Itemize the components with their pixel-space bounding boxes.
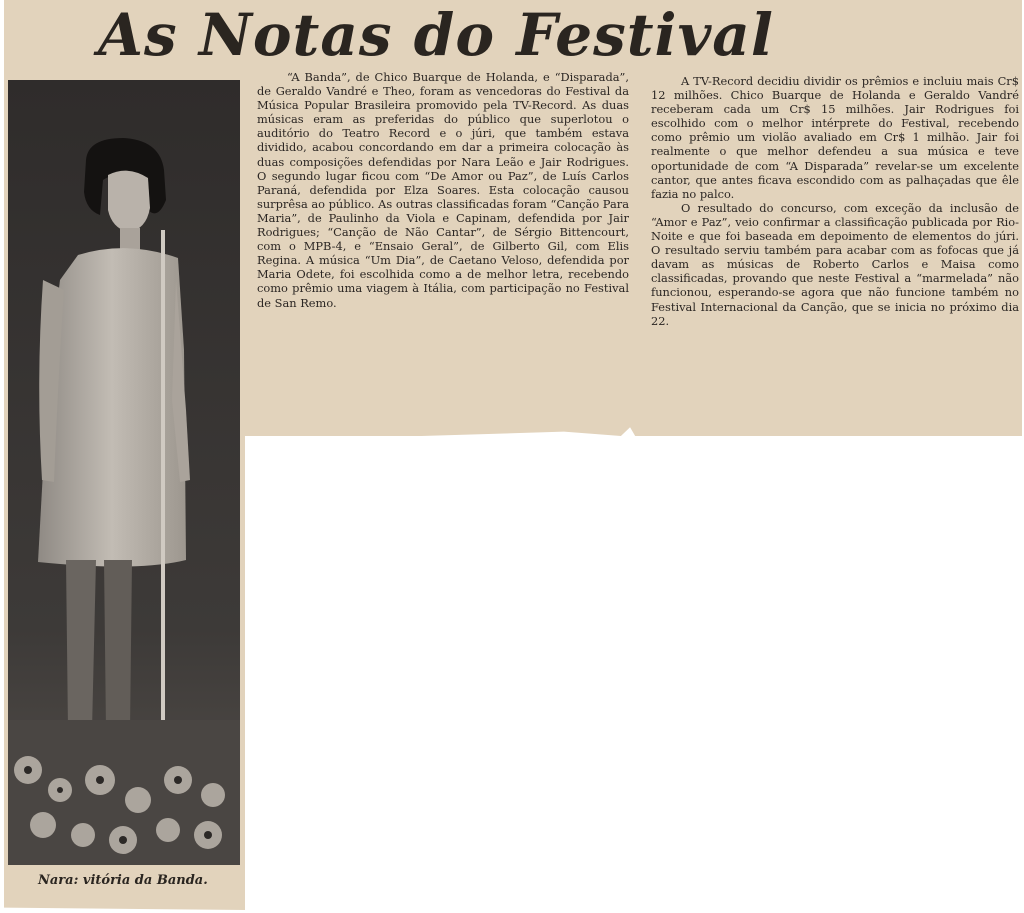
article-column-1 (257, 70, 629, 310)
photo-nara-leao (8, 80, 240, 865)
paragraph: O resultado do concurso, com exceção da inclusão de “Amor e Paz”, veio confirmar a classificação publicada por Rio-Noite e que foi baseada em depoimento de elementos do júri. O resultado serviu também para acabar com as fofocas que já davam as músicas de Roberto Carlos e Maisa como classificadas, provando que neste Festival a “marmelada” não funcionou, esperando-se agora que não funcione também no Festival Internacional da Canção, que se inicia no próximo dia 22. (651, 200, 1019, 328)
headline: As Notas do Festival (98, 1, 774, 69)
photo-caption: Nara: vitória da Banda. (38, 873, 208, 888)
paragraph: “A Banda”, de Chico Buarque de Holanda, e “Disparada”, de Geraldo Vandré e Theo, foram as vencedoras do Festival da Música Popular Brasileira promovido pela TV-Record. As duas músicas eram as preferidas do público que superlotou o auditório do Teatro Record e o júri, que também estava dividido, acabou concordando em dar a primeira colocação às duas composições defendidas por Nara Leão e Jair Rodrigues. O segundo lugar ficou com “De Amor ou Paz”, de Luís Carlos Paraná, defendida por Elza Soares. Esta colocação causou surprêsa ao público. As outras classificadas foram “Canção Para Maria”, de Paulinho da Viola e Capinam, defendida por Jair Rodrigues; “Canção de Não Cantar”, de Sérgio Bittencourt, com o MPB-4, e “Ensaio Geral”, de Gilberto Gil, com Elis Regina. A música “Um Dia”, de Caetano Veloso, defendida por Maria Odete, foi escolhida como a de melhor letra, recebendo como prêmio uma viagem à Itália, com participação no Festival de San Remo. (257, 70, 629, 310)
article-column-2 (651, 74, 1019, 328)
paragraph: A TV-Record decidiu dividir os prêmios e incluiu mais Cr$ 12 milhões. Chico Buarque de Holanda e Geraldo Vandré receberam cada um Cr$ 15 milhões. Jair Rodrigues foi escolhido com o melhor intérprete do Festival, recebendo como prêmio um violão avaliado em Cr$ 1 milhão. Jair foi realmente o que melhor defendeu a sua música e teve oportunidade de com “A Disparada” revelar-se um excelente cantor, que antes ficava escondido com as palhaçadas que êle fazia no palco. (651, 74, 1019, 201)
